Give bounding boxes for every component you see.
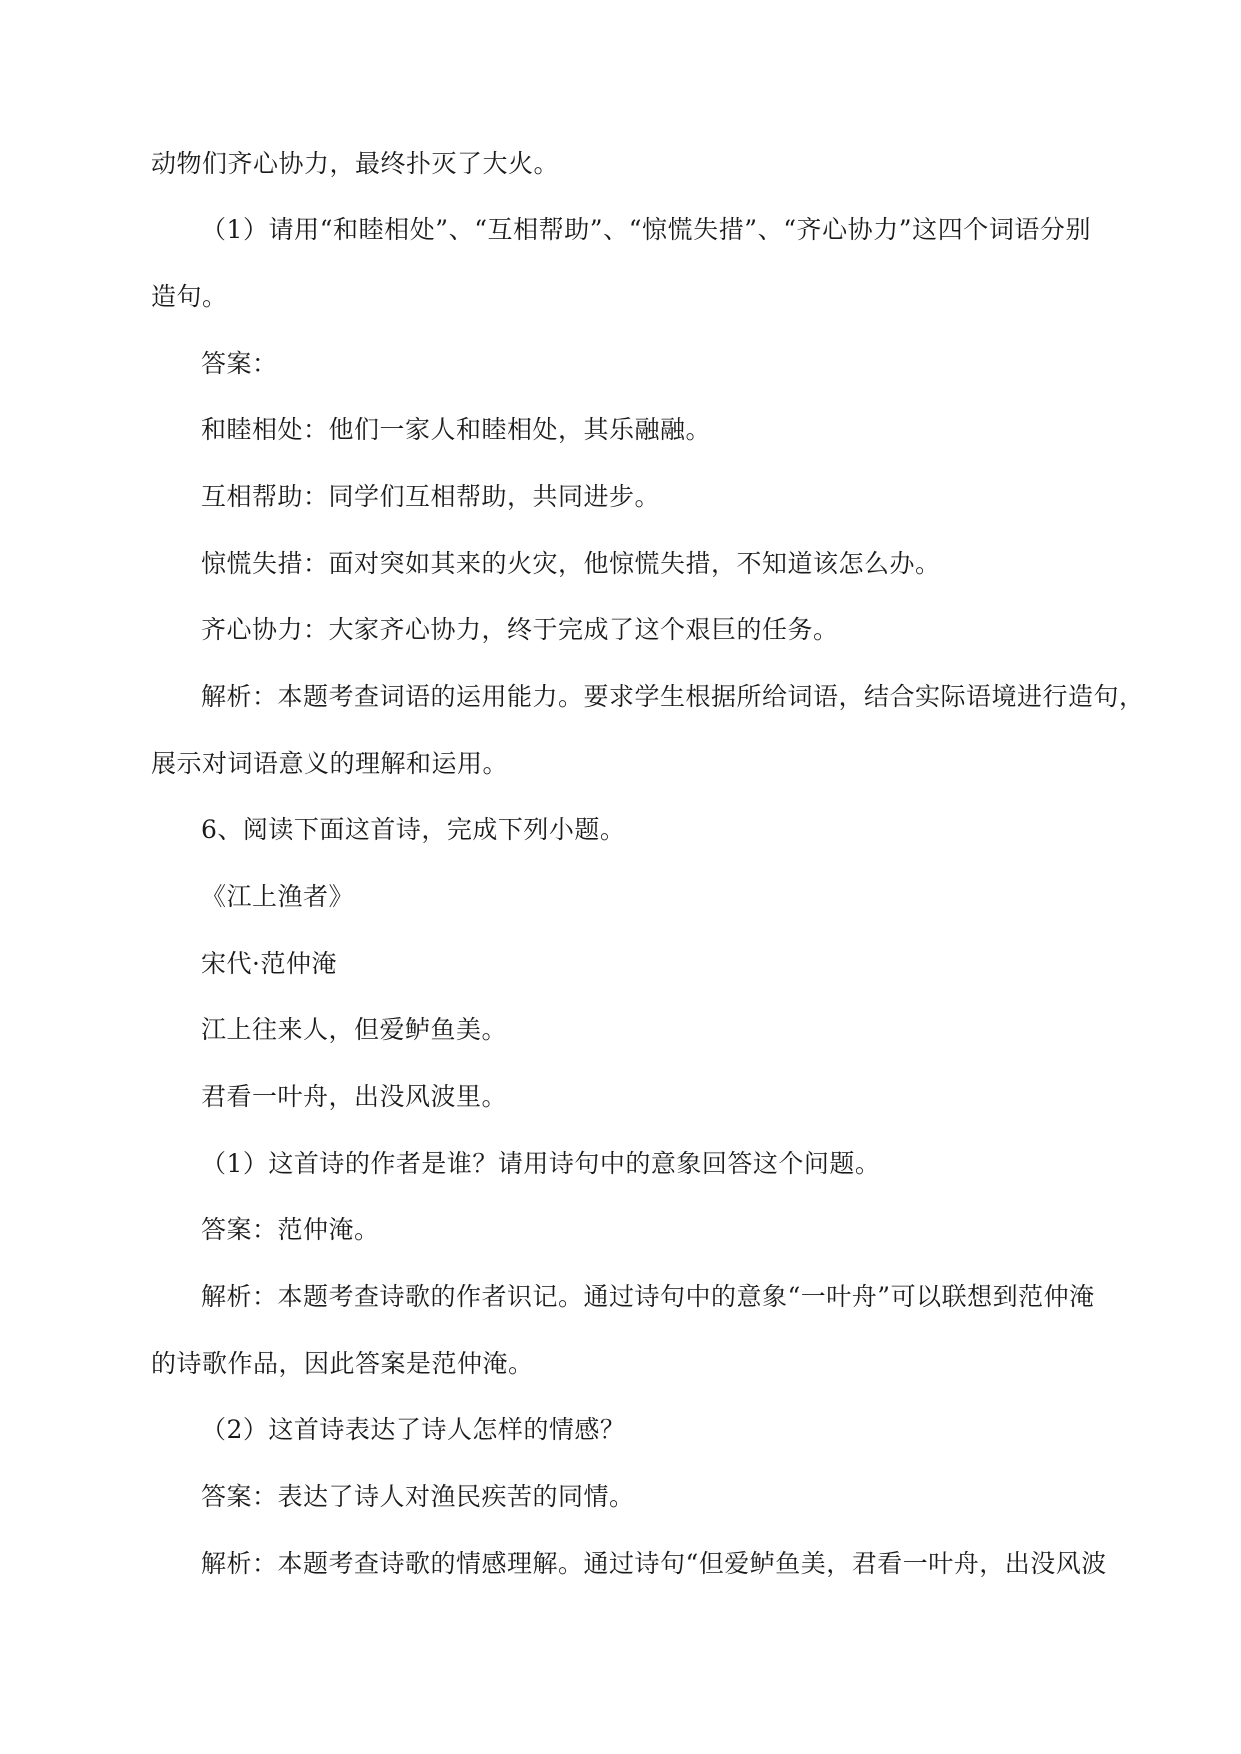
poem-title: 《江上渔者》 xyxy=(201,882,355,911)
answer-line: 答案：范仲淹。 xyxy=(201,1215,380,1244)
analysis-line: 展示对词语意义的理解和运用。 xyxy=(151,749,509,778)
answer-line: 惊慌失措：面对突如其来的火灾，他惊慌失措，不知道该怎么办。 xyxy=(201,549,941,578)
sub-question-1: （1）这首诗的作者是谁？请用诗句中的意象回答这个问题。 xyxy=(201,1149,881,1178)
poem-line: 江上往来人，但爱鲈鱼美。 xyxy=(201,1015,508,1044)
answer-line: 互相帮助：同学们互相帮助，共同进步。 xyxy=(201,482,661,511)
sub-question-2: （2）这首诗表达了诗人怎样的情感？ xyxy=(201,1415,626,1444)
poem-author: 宋代·范仲淹 xyxy=(201,949,337,978)
paragraph-line: 动物们齐心协力，最终扑灭了大火。 xyxy=(151,149,560,178)
answer-label: 答案： xyxy=(201,349,278,378)
answer-line: 答案：表达了诗人对渔民疾苦的同情。 xyxy=(201,1482,635,1511)
analysis-line: 解析：本题考查词语的运用能力。要求学生根据所给词语，结合实际语境进行造句， xyxy=(201,682,1145,711)
analysis-line: 解析：本题考查诗歌的情感理解。通过诗句“但爱鲈鱼美，君看一叶舟，出没风波 xyxy=(201,1549,1107,1578)
analysis-line: 的诗歌作品，因此答案是范仲淹。 xyxy=(151,1349,534,1378)
question-6-heading: 6、阅读下面这首诗，完成下列小题。 xyxy=(201,815,626,844)
answer-line: 和睦相处：他们一家人和睦相处，其乐融融。 xyxy=(201,415,712,444)
poem-line: 君看一叶舟，出没风波里。 xyxy=(201,1082,508,1111)
analysis-line: 解析：本题考查诗歌的作者识记。通过诗句中的意象“一叶舟”可以联想到范仲淹 xyxy=(201,1282,1095,1311)
answer-line: 齐心协力：大家齐心协力，终于完成了这个艰巨的任务。 xyxy=(201,615,839,644)
question-1-line: （1）请用“和睦相处”、“互相帮助”、“惊慌失措”、“齐心协力”这四个词语分别 xyxy=(201,215,1091,244)
paragraph-line: 造句。 xyxy=(151,282,228,311)
